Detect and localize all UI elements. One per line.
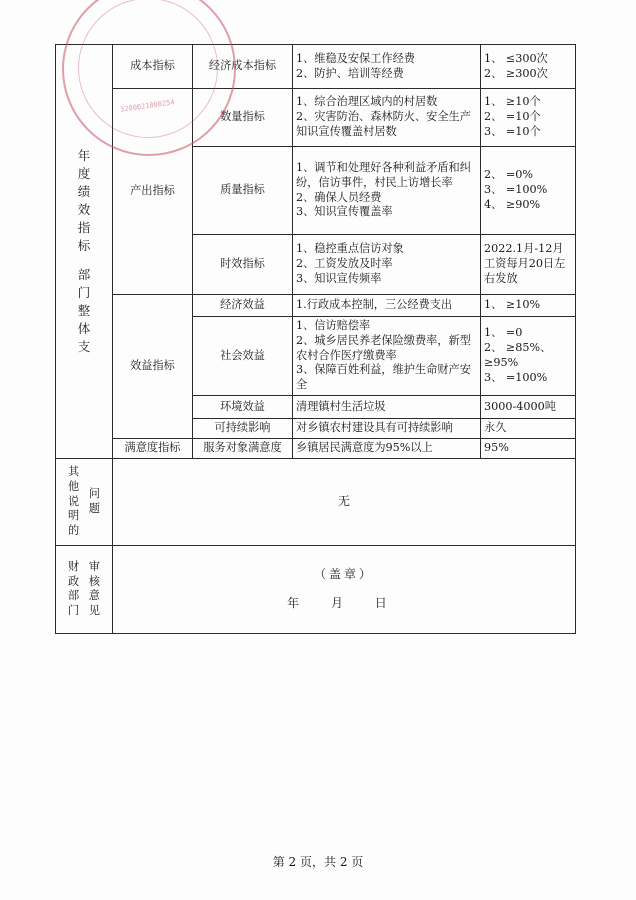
other-issues-row: [56, 458, 576, 545]
level2-indicator: 经济效益: [193, 295, 293, 317]
indicator-content: 清理镇村生活垃圾: [293, 395, 481, 418]
indicator-value: 95%: [481, 438, 576, 458]
level2-indicator: 时效指标: [193, 235, 293, 295]
date-placeholder: 年 月 日: [287, 596, 401, 611]
indicator-content: 对乡镇农村建设具有可持续影响: [293, 418, 481, 438]
level2-indicator: 环境效益: [193, 395, 293, 418]
seal-number: 3200021000254: [119, 98, 176, 114]
annual-performance-label: 年 度 绩 效 指 标 部 门 整 体 支: [56, 45, 113, 459]
finance-review-row: [56, 545, 576, 633]
performance-indicator-table: [55, 44, 576, 634]
level2-indicator: 服务对象满意度: [193, 438, 293, 458]
page-number: 第 2 页，共 2 页: [272, 855, 364, 869]
indicator-value: 1、 ≥10%: [481, 295, 576, 317]
level2-indicator: 数量指标: [193, 89, 293, 147]
indicator-content: 1、维稳及安保工作经费 2、防护、培训等经费: [293, 45, 481, 89]
indicator-value: 3000-4000吨: [481, 395, 576, 418]
finance-review-label: 财 政 部 门 审 核 意 见: [56, 545, 113, 633]
indicator-content: 1.行政成本控制，三公经费支出: [293, 295, 481, 317]
level1-indicator: 满意度指标: [113, 438, 193, 458]
indicator-value: 永久: [481, 418, 576, 438]
level2-indicator: 社会效益: [193, 317, 293, 396]
finance-review-content: [113, 545, 576, 633]
level2-indicator: 质量指标: [193, 147, 293, 235]
table-row: [56, 89, 576, 147]
level2-indicator: 经济成本指标: [193, 45, 293, 89]
other-issues-label: 其 他 说 明 的 问 题: [56, 458, 113, 545]
level1-indicator: 效益指标: [113, 295, 193, 439]
level2-indicator: 可持续影响: [193, 418, 293, 438]
indicator-value: 2、 =0% 3、 =100% 4、 ≥90%: [481, 147, 576, 235]
level1-indicator: 产出指标: [113, 89, 193, 295]
indicator-value: 1、 =0 2、 ≥85%、 ≥95% 3、 =100%: [481, 317, 576, 396]
table-row: [56, 295, 576, 317]
level1-indicator: 成本指标: [113, 45, 193, 89]
table-row: [56, 45, 576, 89]
indicator-content: 1、稳控重点信访对象 2、工资发放及时率 3、知识宣传频率: [293, 235, 481, 295]
other-issues-content: 无: [113, 458, 576, 545]
indicator-content: 乡镇居民满意度为95%以上: [293, 438, 481, 458]
table-row: [56, 438, 576, 458]
seal-placeholder: （盖章）: [313, 566, 374, 581]
indicator-content: 1、信访赔偿率 2、城乡居民养老保险缴费率，新型农村合作医疗缴费率 3、保障百姓利益，维护生命财产安全: [293, 317, 481, 396]
indicator-value: 1、 ≥10个 2、 =10个 3、 =10个: [481, 89, 576, 147]
indicator-content: 1、综合治理区域内的村居数 2、灾害防治、森林防火、安全生产知识宣传覆盖村居数: [293, 89, 481, 147]
indicator-content: 1、调节和处理好各种利益矛盾和纠纷，信访事件，村民上访增长率 2、确保人员经费 3、知识宣传覆盖率: [293, 147, 481, 235]
indicator-value: 1、 ≤300次 2、 ≥300次: [481, 45, 576, 89]
indicator-value: 2022.1月-12月 工资每月20日左右发放: [481, 235, 576, 295]
